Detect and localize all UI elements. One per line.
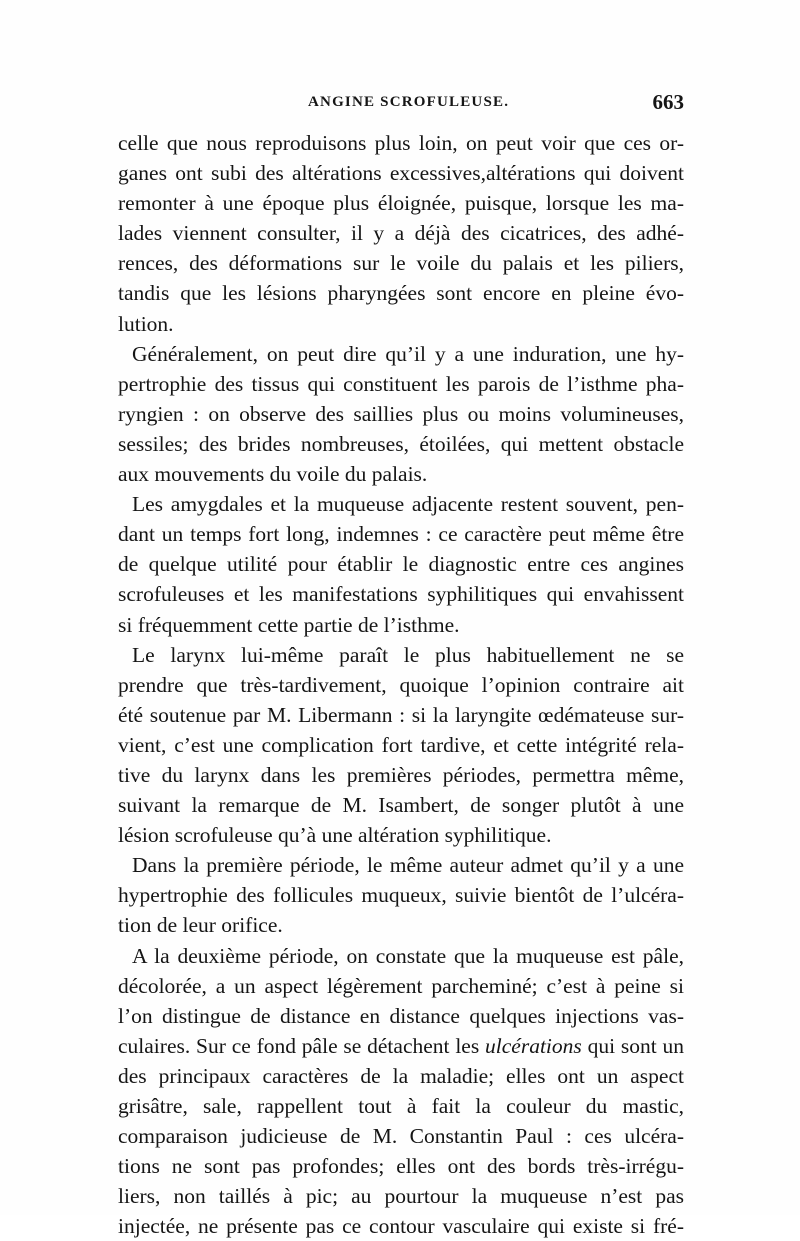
text-line: remonter à une époque plus éloignée, puisque, lorsque les ma- xyxy=(118,191,684,216)
page-number: 663 xyxy=(652,90,684,114)
text-line: grisâtre, sale, rappellent tout à fait la couleur du mastic, xyxy=(118,1094,684,1118)
text-line: pertrophie des tissus qui constituent les parois de l’isthme pha- xyxy=(118,371,684,396)
text-line: lades viennent consulter, il y a déjà des cicatrices, des adhé- xyxy=(118,221,684,246)
text-line: A la deuxième période, on constate que la muqueuse est pâle, xyxy=(132,943,684,968)
text-line: de quelque utilité pour établir le diagnostic entre ces angines xyxy=(118,552,684,577)
text-line: Le larynx lui-même paraît le plus habituellement ne se xyxy=(132,642,684,667)
italic-term-ulcerations: ulcérations xyxy=(485,1033,582,1058)
text-line: liers, non taillés à pic; au pourtour la muqueuse n’est pas xyxy=(118,1184,684,1209)
text-line: scrofuleuses et les manifestations syphilitiques qui envahissent xyxy=(118,582,684,607)
page-header xyxy=(118,90,684,118)
text-line: tandis que les lésions pharyngées sont encore en pleine évo- xyxy=(118,281,684,306)
text-line: comparaison judicieuse de M. Constantin Paul : ces ulcéra- xyxy=(118,1124,684,1149)
text-line: injectée, ne présente pas ce contour vasculaire qui existe si fré- xyxy=(118,1214,684,1239)
text-line: vient, c’est une complication fort tardive, et cette intégrité rela- xyxy=(118,732,684,757)
text-line: ryngien : on observe des saillies plus ou moins volumineuses, xyxy=(118,401,684,426)
text-line: tions ne sont pas profondes; elles ont des bords très-irrégu- xyxy=(118,1154,684,1179)
text-segment: culaires. Sur ce fond pâle se détachent les xyxy=(118,1033,480,1058)
text-line: tive du larynx dans les premières périodes, permettra même, xyxy=(118,762,684,787)
text-line: l’on distingue de distance en distance quelques injections vas- xyxy=(118,1003,684,1028)
text-line-with-italic xyxy=(118,1031,684,1061)
text-line: rences, des déformations sur le voile du palais et les piliers, xyxy=(118,251,684,276)
text-line: prendre que très-tardivement, quoique l’opinion contraire ait xyxy=(118,672,684,697)
text-line: tion de leur orifice. xyxy=(118,913,283,938)
text-line: Généralement, on peut dire qu’il y a une induration, une hy- xyxy=(132,341,684,366)
text-line: lésion scrofuleuse qu’à une altération syphilitique. xyxy=(118,823,552,848)
text-segment: qui sont un xyxy=(587,1033,685,1058)
text-line: Les amygdales et la muqueuse adjacente restent souvent, pen- xyxy=(132,492,684,517)
text-line: sessiles; des brides nombreuses, étoilées, qui mettent obstacle xyxy=(118,431,684,456)
text-line: dant un temps fort long, indemnes : ce caractère peut même être xyxy=(118,522,684,547)
text-line: hypertrophie des follicules muqueux, suivie bientôt de l’ulcéra- xyxy=(118,883,684,908)
text-line: des principaux caractères de la maladie; elles ont un aspect xyxy=(118,1063,684,1088)
text-line: été soutenue par M. Libermann : si la laryngite œdémateuse sur- xyxy=(118,702,684,727)
text-line: Dans la première période, le même auteur admet qu’il y a une xyxy=(132,853,684,878)
text-line: ganes ont subi des altérations excessives,altérations qui doivent xyxy=(118,161,684,186)
body-text xyxy=(118,128,684,1241)
text-line: aux mouvements du voile du palais. xyxy=(118,462,428,487)
text-line: celle que nous reproduisons plus loin, on peut voir que ces or- xyxy=(118,131,684,155)
text-line: lution. xyxy=(118,311,174,336)
text-line: décolorée, a un aspect légèrement parcheminé; c’est à peine si xyxy=(118,973,684,998)
text-line: suivant la remarque de M. Isambert, de songer plutôt à une xyxy=(118,793,684,818)
running-title: ANGINE SCROFULEUSE. xyxy=(308,94,510,110)
text-line: si fréquemment cette partie de l’isthme. xyxy=(118,612,460,637)
